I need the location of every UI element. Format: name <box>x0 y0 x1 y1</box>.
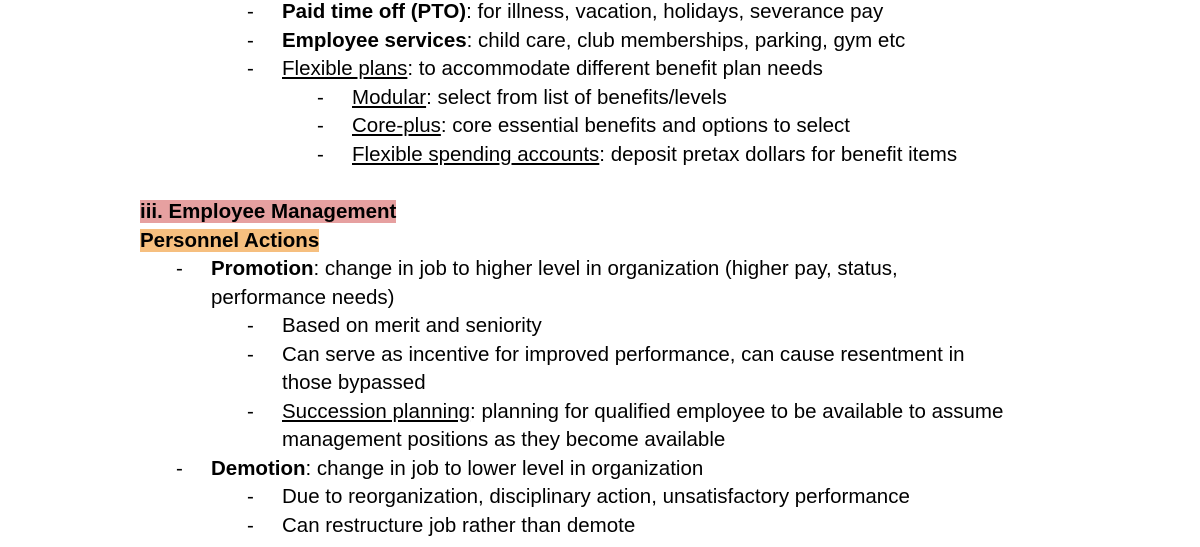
bullet-dash: - <box>247 0 254 23</box>
term-promotion: Promotion <box>211 257 314 280</box>
bullet-dash: - <box>247 29 254 52</box>
desc-promotion: : change in job to higher level in organization (higher pay, status, <box>313 257 898 280</box>
demotion-sub-reorg: Due to reorganization, disciplinary action, unsatisfactory performance <box>282 485 910 508</box>
section-heading <box>140 198 396 226</box>
desc-core-plus: : core essential benefits and options to select <box>440 114 850 137</box>
bullet-dash: - <box>176 257 183 280</box>
bullet-dash: - <box>176 457 183 480</box>
section-title: iii. Employee Management <box>140 200 397 223</box>
term-fsa: Flexible spending accounts <box>352 143 600 166</box>
bullet-dash: - <box>247 514 254 537</box>
desc-demotion: : change in job to lower level in organization <box>305 457 704 480</box>
bullet-dash: - <box>317 114 324 137</box>
term-demotion: Demotion <box>211 457 306 480</box>
term-employee-services: Employee services <box>282 29 467 52</box>
term-succession-planning: Succession planning <box>282 400 471 423</box>
bullet-dash: - <box>247 314 254 337</box>
bullet-dash: - <box>247 343 254 366</box>
bullet-dash: - <box>317 143 324 166</box>
promotion-sub-merit: Based on merit and seniority <box>282 314 542 337</box>
demotion-sub-restructure: Can restructure job rather than demote <box>282 514 636 537</box>
desc-flexible-plans: : to accommodate different benefit plan needs <box>407 57 823 80</box>
term-modular: Modular <box>352 86 427 109</box>
bullet-dash: - <box>247 400 254 423</box>
term-core-plus: Core-plus <box>352 114 441 137</box>
promotion-sub-incentive: Can serve as incentive for improved performance, can cause resentment in <box>282 343 965 366</box>
desc-employee-services: : child care, club memberships, parking, gym etc <box>466 29 906 52</box>
desc-modular: : select from list of benefits/levels <box>426 86 727 109</box>
term-flexible-plans: Flexible plans <box>282 57 408 80</box>
bullet-dash: - <box>317 86 324 109</box>
desc-fsa: : deposit pretax dollars for benefit items <box>599 143 958 166</box>
section-subtitle: Personnel Actions <box>140 229 320 252</box>
desc-pto: : for illness, vacation, holidays, severance pay <box>466 0 884 23</box>
bullet-dash: - <box>247 57 254 80</box>
desc-succession-planning-cont: management positions as they become available <box>282 428 726 451</box>
desc-succession-planning: : planning for qualified employee to be available to assume <box>470 400 1004 423</box>
promotion-sub-incentive-cont: those bypassed <box>282 371 426 394</box>
term-pto: Paid time off (PTO) <box>282 0 467 23</box>
bullet-dash: - <box>247 485 254 508</box>
desc-promotion-cont: performance needs) <box>211 286 395 309</box>
subsection-heading <box>140 227 319 255</box>
